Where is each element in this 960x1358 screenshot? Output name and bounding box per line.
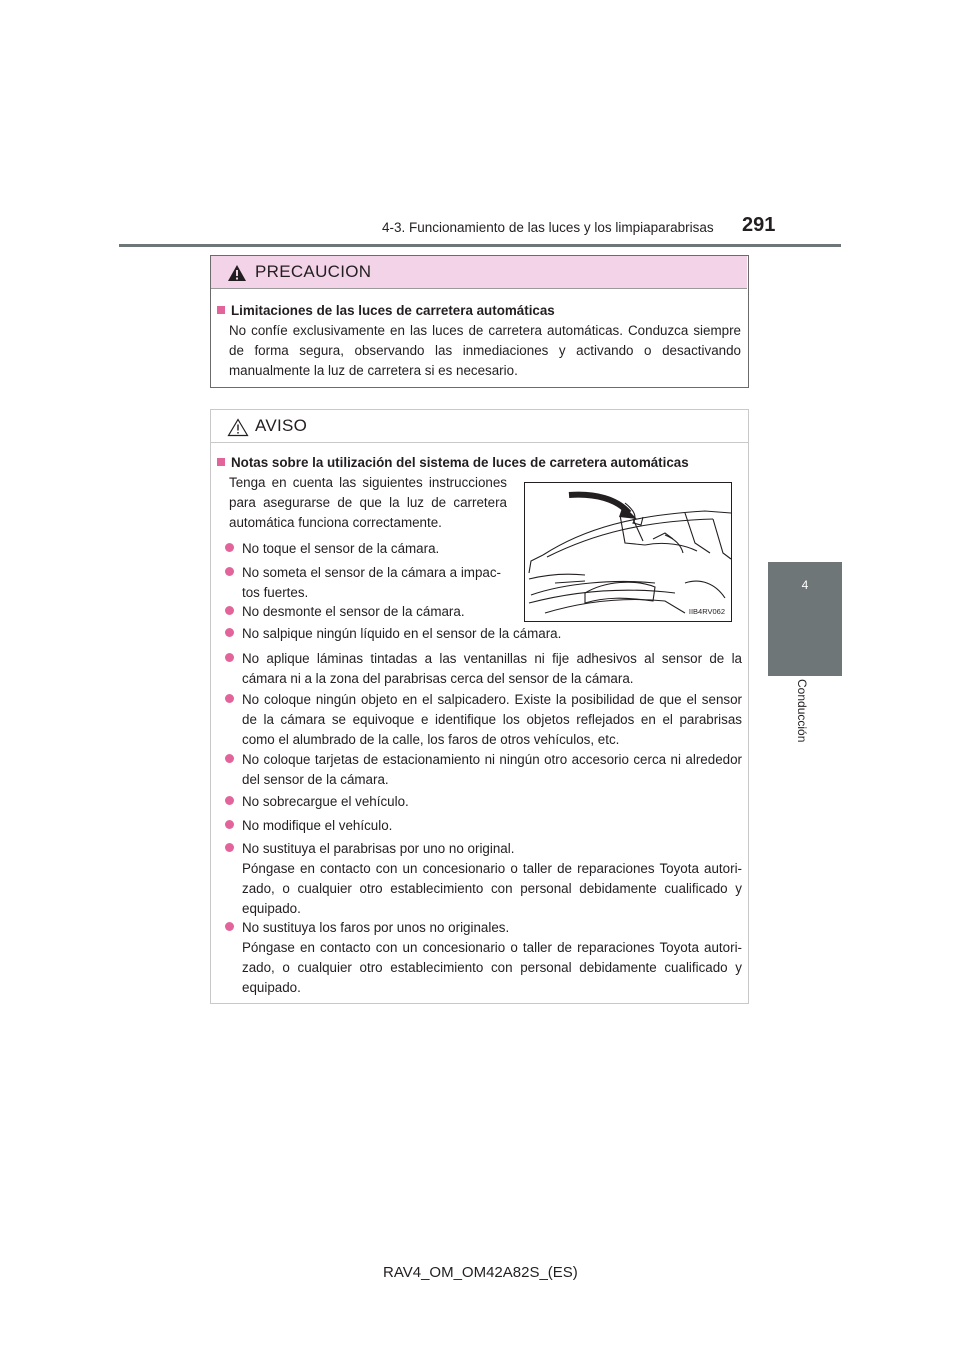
- list-item: No modifique el vehículo.: [225, 816, 742, 836]
- bullet-icon: [225, 820, 234, 829]
- list-item: No sustituya el parabrisas por uno no original. Póngase en contacto con un concesionario o taller de reparaciones Toyota autori-zado, o cualquier otro establecimiento con personal debidamente cualificado y equipado.: [225, 839, 742, 919]
- bullet-icon: [225, 606, 234, 615]
- document-id: RAV4_OM_OM42A82S_(ES): [383, 1264, 578, 1281]
- car-interior-drawing: [525, 483, 731, 621]
- list-item: No sustituya los faros por unos no originales. Póngase en contacto con un concesionario o taller de reparaciones Toyota autori-zado, o cualquier otro establecimiento con personal debidamente cualificado y equipado.: [225, 918, 742, 998]
- bullet-icon: [225, 796, 234, 805]
- bullet-icon: [225, 543, 234, 552]
- header-divider: [119, 244, 841, 247]
- precaucion-title: PRECAUCION: [255, 262, 372, 281]
- chapter-number: 4: [801, 578, 809, 592]
- list-item: No coloque ningún objeto en el salpicadero. Existe la posibilidad de que el sensor de la cámara se equivoque e identifique los objetos reflejados en el parabrisas como el alumbrado de la calle, los faros de otros vehículos, etc.: [225, 690, 742, 750]
- chapter-label: Conducción: [795, 679, 809, 743]
- bullet-icon: [225, 694, 234, 703]
- aviso-heading-row: [217, 453, 737, 473]
- precaucion-heading-row: [217, 301, 737, 321]
- bullet-icon: [225, 628, 234, 637]
- precaucion-heading: Limitaciones de las luces de carretera automáticas: [231, 303, 555, 318]
- precaucion-header: [211, 256, 747, 289]
- section-title: 4-3. Funcionamiento de las luces y los limpiaparabrisas: [382, 220, 714, 235]
- bullet-icon: [225, 843, 234, 852]
- square-bullet-icon: [217, 458, 225, 466]
- aviso-heading: Notas sobre la utilización del sistema de luces de carretera automáticas: [231, 455, 689, 470]
- page-number: 291: [742, 214, 776, 236]
- square-bullet-icon: [217, 306, 225, 314]
- bullet-icon: [225, 754, 234, 763]
- windshield-camera-illustration: [524, 482, 732, 622]
- warning-outline-icon: [227, 418, 249, 437]
- precaucion-box: [210, 255, 749, 388]
- list-item: No someta el sensor de la cámara a impac-tos fuertes.: [225, 563, 510, 603]
- list-item: No desmonte el sensor de la cámara.: [225, 602, 510, 622]
- list-item: No salpique ningún líquido en el sensor de la cámara.: [225, 624, 742, 644]
- bullet-icon: [225, 567, 234, 576]
- chapter-tab: [768, 562, 842, 676]
- list-item: No sobrecargue el vehículo.: [225, 792, 742, 812]
- warning-icon: [227, 264, 247, 282]
- figure-code: IIB4RV062: [688, 607, 725, 616]
- list-item: No coloque tarjetas de estacionamiento ni ningún otro accesorio cerca ni alrededor del sensor de la cámara.: [225, 750, 742, 790]
- precaucion-body: No confíe exclusivamente en las luces de carretera automáticas. Conduzca siempre de forma segura, observando las inmediaciones y activando o desactivando manualmente la luz de carretera si es necesario.: [229, 323, 741, 378]
- list-item: No aplique láminas tintadas a las ventanillas ni fije adhesivos al sensor de la cámara ni a la zona del parabrisas cerca del sensor de la cámara.: [225, 649, 742, 689]
- aviso-header: [211, 410, 748, 443]
- bullet-icon: [225, 922, 234, 931]
- aviso-intro: Tenga en cuenta las siguientes instrucciones para asegurarse de que la luz de carretera automática funciona correctamente.: [229, 475, 507, 530]
- aviso-title: AVISO: [255, 416, 308, 435]
- bullet-icon: [225, 653, 234, 662]
- list-item: No toque el sensor de la cámara.: [225, 539, 510, 559]
